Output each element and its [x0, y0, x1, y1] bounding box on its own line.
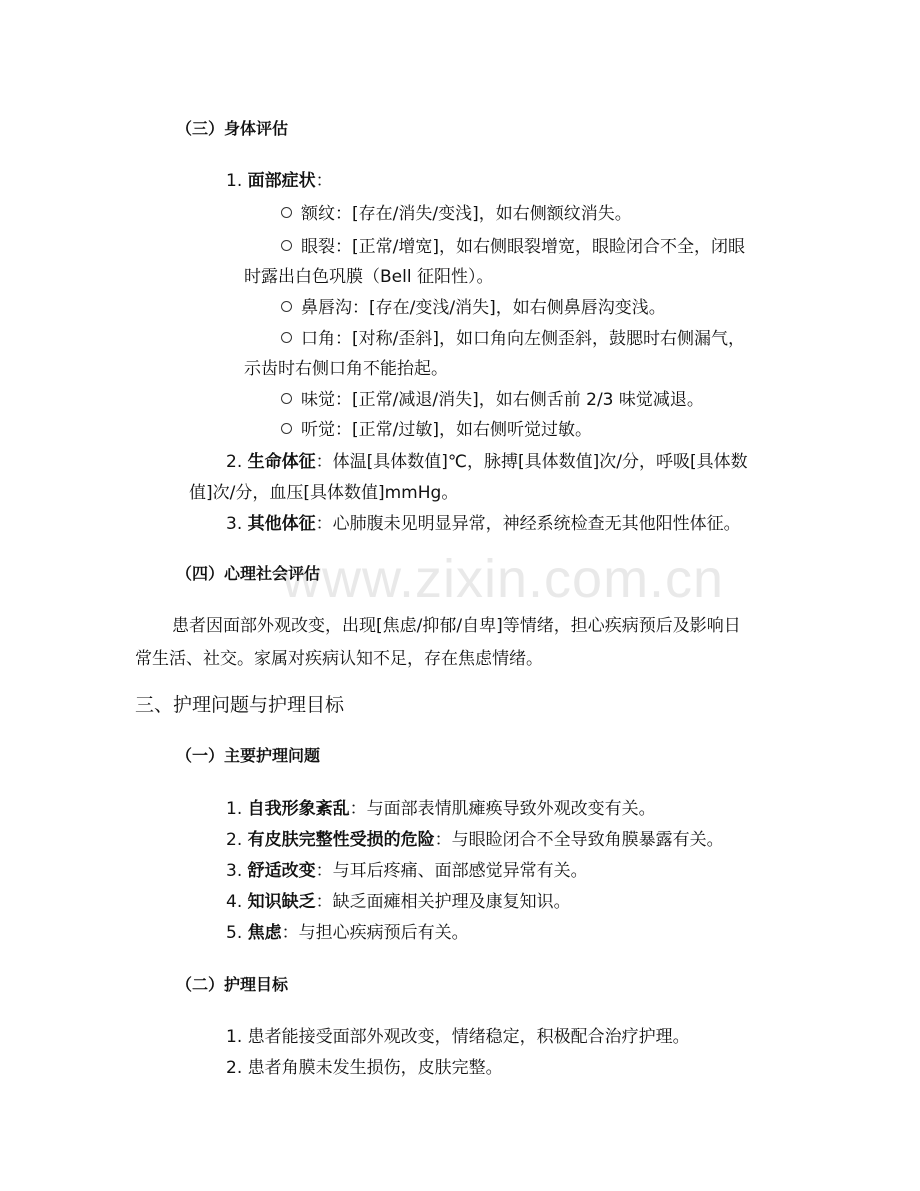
item-number: 3. [226, 861, 248, 881]
bullet-nasolabial [281, 293, 666, 318]
item-text: ：与耳后疼痛、面部感觉异常有关。 [315, 861, 588, 881]
heading-nursing-problems-goals: 三、护理问题与护理目标 [135, 694, 345, 716]
item-text: ：缺乏面瘫相关护理及康复知识。 [315, 892, 571, 912]
item-colon: ： [315, 171, 333, 191]
goal-item: 1. 患者能接受面部外观改变，情绪稳定，积极配合治疗护理。 [226, 1027, 690, 1047]
problem-item [226, 794, 656, 819]
item-number: 5. [226, 923, 248, 943]
circle-bullet-icon [281, 423, 292, 434]
item-label: 有皮肤完整性受损的危险 [247, 830, 435, 850]
circle-bullet-icon [281, 240, 292, 251]
bullet-text: 味觉：[正常/减退/消失]，如右侧舌前 2/3 味觉减退。 [301, 390, 704, 410]
circle-bullet-icon [281, 301, 292, 312]
item-vital-signs-cont: 值]次/分，血压[具体数值]mmHg。 [189, 483, 459, 503]
item-label: 自我形象紊乱 [247, 799, 350, 819]
bullet-mouth-corner [281, 324, 745, 349]
problem-item [226, 825, 724, 850]
circle-bullet-icon [281, 393, 292, 404]
item-number: 1. [226, 799, 248, 819]
psychosocial-paragraph-line1: 患者因面部外观改变，出现[焦虑/抑郁/自卑]等情绪，担心疾病预后及影响日 [172, 616, 741, 636]
item-number: 4. [226, 892, 248, 912]
item-label: 焦虑 [247, 923, 282, 943]
bullet-forehead [281, 199, 632, 224]
item-text: ：心肺腹未见明显异常，神经系统检查无其他阳性体征。 [315, 514, 741, 534]
bullet-hearing [281, 415, 592, 440]
item-label: 知识缺乏 [247, 892, 316, 912]
item-other-signs [226, 509, 741, 534]
watermark: www.zixin.com.cn [282, 549, 725, 609]
bullet-text: 听觉：[正常/过敏]，如右侧听觉过敏。 [301, 420, 592, 440]
problem-item [226, 856, 588, 881]
bullet-text: 鼻唇沟：[存在/变浅/消失]，如右侧鼻唇沟变浅。 [301, 298, 666, 318]
item-facial-symptoms [226, 166, 333, 191]
item-text: ：与眼睑闭合不全导致角膜暴露有关。 [434, 830, 724, 850]
item-number: 2. [226, 830, 248, 850]
item-label: 舒适改变 [247, 861, 316, 881]
circle-bullet-icon [281, 332, 292, 343]
bullet-taste [281, 385, 704, 410]
item-number: 3. [226, 514, 248, 534]
psychosocial-paragraph-line2: 常生活、社交。家属对疾病认知不足，存在焦虑情绪。 [135, 649, 543, 669]
item-number: 2. [226, 452, 248, 472]
heading-nursing-goals: （二）护理目标 [176, 975, 289, 994]
item-number: 1. [226, 171, 248, 191]
circle-bullet-icon [281, 207, 292, 218]
bullet-text: 口角：[对称/歪斜]，如口角向左侧歪斜，鼓腮时右侧漏气， [301, 329, 745, 349]
item-label: 生命体征 [247, 452, 316, 472]
heading-main-problems: （一）主要护理问题 [176, 746, 321, 765]
item-vital-signs [226, 447, 748, 472]
problem-item [226, 918, 469, 943]
bullet-mouth-corner-cont: 示齿时右侧口角不能抬起。 [244, 359, 448, 379]
heading-psychosocial: （四）心理社会评估 [176, 564, 321, 583]
goal-item: 2. 患者角膜未发生损伤，皮肤完整。 [226, 1058, 503, 1078]
bullet-text: 额纹：[存在/消失/变浅]，如右侧额纹消失。 [301, 204, 632, 224]
item-label: 面部症状 [247, 171, 316, 191]
item-label: 其他体征 [247, 514, 316, 534]
bullet-eye-fissure-cont: 时露出白色巩膜（Bell 征阳性）。 [244, 267, 494, 287]
problem-item [226, 887, 571, 912]
item-text: ：与面部表情肌瘫痪导致外观改变有关。 [349, 799, 656, 819]
bullet-eye-fissure [281, 232, 745, 257]
item-text: ：体温[具体数值]℃，脉搏[具体数值]次/分，呼吸[具体数 [315, 452, 748, 472]
item-text: ：与担心疾病预后有关。 [281, 923, 469, 943]
heading-physical-assessment: （三）身体评估 [176, 119, 289, 138]
bullet-text: 眼裂：[正常/增宽]，如右侧眼裂增宽，眼睑闭合不全，闭眼 [301, 237, 745, 257]
